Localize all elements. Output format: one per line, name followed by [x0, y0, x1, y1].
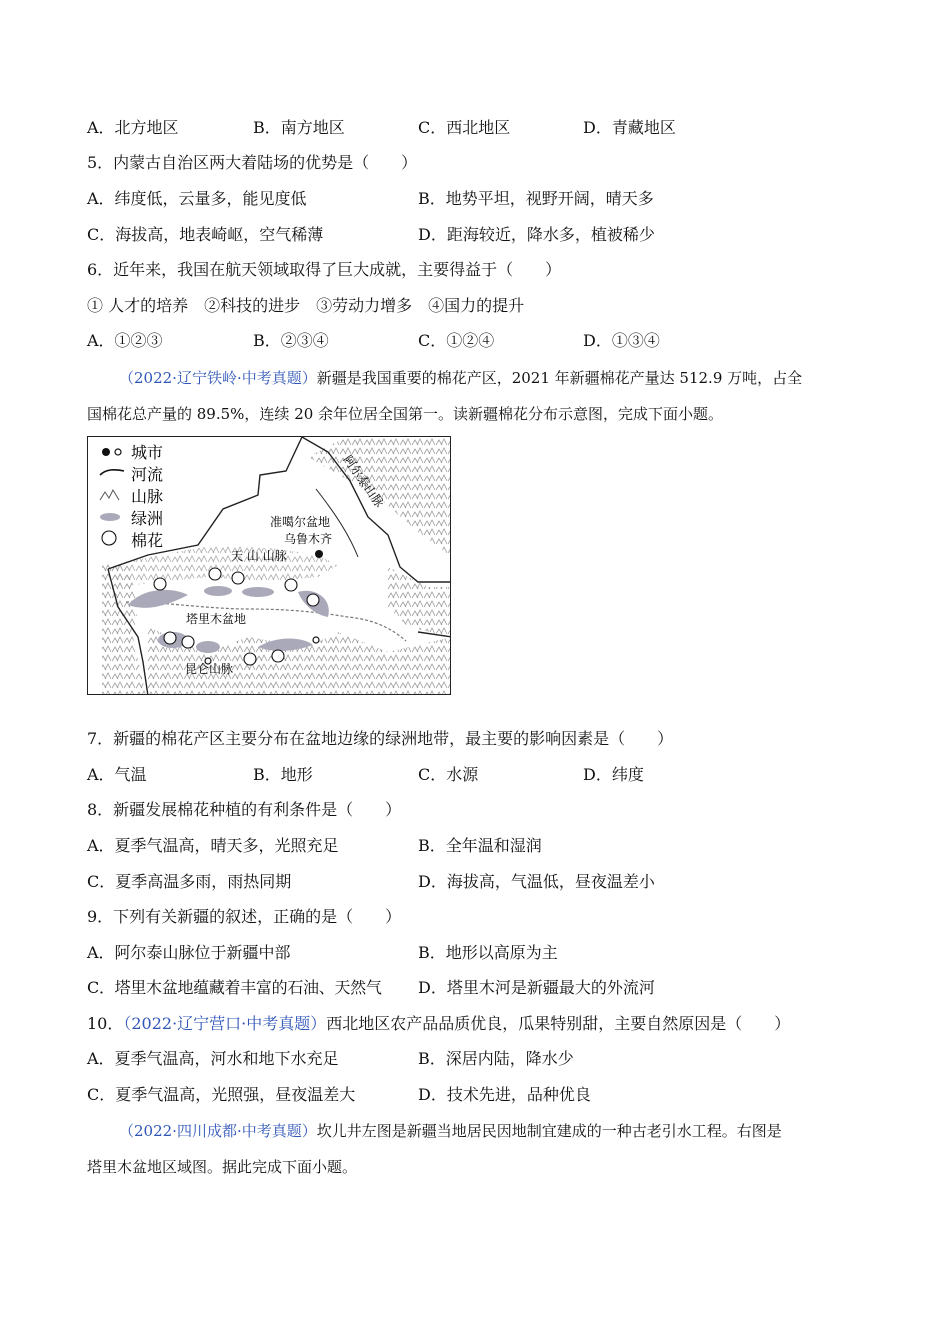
east-mountains	[388, 567, 451, 637]
passage1-text-a: 新疆是我国重要的棉花产区，2021 年新疆棉花产量达 512.9 万吨，占全	[316, 369, 803, 387]
cotton-icon	[182, 636, 194, 648]
q7-option-a[interactable]: A．气温	[87, 765, 147, 784]
oasis-7	[196, 641, 220, 653]
passage2-text-a: 坎儿井左图是新疆当地居民因地制宜建成的一种古老引水工程。右图是	[316, 1122, 782, 1140]
legend-river: 河流	[131, 465, 164, 484]
q9-stem: 9．下列有关新疆的叙述，正确的是（ ）	[87, 907, 402, 926]
q10-source[interactable]: （2022·辽宁营口·中考真题）	[123, 1014, 327, 1033]
q10-option-d[interactable]: D．技术先进，品种优良	[418, 1085, 591, 1104]
q6-option-c[interactable]: C．①②④	[418, 331, 495, 350]
q4-option-a[interactable]: A．北方地区	[87, 118, 179, 137]
oasis-3	[242, 587, 274, 597]
cotton-icon	[285, 579, 297, 591]
oasis-2	[204, 586, 232, 596]
xinjiang-cotton-map	[87, 436, 451, 695]
legend-river-icon	[100, 470, 124, 475]
q4-option-b[interactable]: B．南方地区	[253, 118, 345, 137]
label-tarim: 塔里木盆地	[186, 612, 247, 626]
cotton-icon	[209, 568, 221, 580]
oasis-1	[128, 590, 188, 608]
legend-mountain: 山脉	[131, 487, 164, 506]
tianshan-mountains	[108, 545, 338, 587]
q10-number: 10．	[87, 1014, 124, 1033]
q6-option-d[interactable]: D．①③④	[583, 331, 660, 350]
passage2-line2: 塔里木盆地区域图。据此完成下面小题。	[87, 1158, 358, 1176]
q10-text: 西北地区农产品品质优良，瓜果特别甜，主要自然原因是（ ）	[326, 1014, 791, 1033]
city-urumqi	[315, 550, 323, 558]
q5-option-c[interactable]: C．海拔高，地表崎岖，空气稀薄	[87, 225, 324, 244]
q7-option-b[interactable]: B．地形	[253, 765, 313, 784]
q9-option-d[interactable]: D．塔里木河是新疆最大的外流河	[418, 978, 655, 997]
legend-oasis-icon	[100, 513, 120, 521]
q10-option-a[interactable]: A．夏季气温高，河水和地下水充足	[87, 1049, 339, 1068]
q8-option-b[interactable]: B．全年温和湿润	[418, 836, 542, 855]
q8-option-a[interactable]: A．夏季气温高，晴天多，光照充足	[87, 836, 339, 855]
q10-stem	[87, 1014, 790, 1034]
cotton-icon	[232, 572, 244, 584]
label-junggar: 准噶尔盆地	[270, 515, 331, 529]
map-svg	[88, 437, 451, 695]
q5-option-d[interactable]: D．距海较近，降水多，植被稀少	[418, 225, 655, 244]
q9-option-b[interactable]: B．地形以高原为主	[418, 943, 558, 962]
q8-option-d[interactable]: D．海拔高，气温低，昼夜温差小	[418, 872, 655, 891]
cotton-icon	[154, 578, 166, 590]
passage2-line1	[87, 1121, 857, 1141]
legend-city-dot	[102, 448, 110, 456]
legend-cotton-icon	[102, 531, 116, 545]
cotton-icon	[244, 653, 256, 665]
q9-option-a[interactable]: A．阿尔泰山脉位于新疆中部	[87, 943, 291, 962]
city-east	[313, 637, 319, 643]
q6-stem: 6．近年来，我国在航天领域取得了巨大成就，主要得益于（ ）	[87, 260, 562, 279]
legend-mountain-icon	[100, 490, 119, 500]
legend-city: 城市	[131, 443, 164, 462]
cotton-icon	[164, 632, 176, 644]
q6-items: ① 人才的培养 ②科技的进步 ③劳动力增多 ④国力的提升	[87, 296, 525, 315]
q5-option-b[interactable]: B．地势平坦，视野开阔，晴天多	[418, 189, 654, 208]
q10-option-b[interactable]: B．深居内陆，降水少	[418, 1049, 574, 1068]
q6-option-a[interactable]: A．①②③	[87, 331, 163, 350]
label-kunlun: 昆仑山脉	[185, 662, 234, 676]
map-legend	[100, 443, 163, 550]
passage1-source[interactable]: （2022·辽宁铁岭·中考真题）	[119, 369, 317, 387]
q5-option-a[interactable]: A．纬度低，云量多，能见度低	[87, 189, 307, 208]
q7-option-c[interactable]: C．水源	[418, 765, 479, 784]
q8-option-c[interactable]: C．夏季高温多雨，雨热同期	[87, 872, 292, 891]
legend-cotton: 棉花	[131, 531, 164, 550]
q4-option-c[interactable]: C．西北地区	[418, 118, 511, 137]
cotton-icon	[272, 650, 284, 662]
legend-city-ring	[115, 449, 121, 455]
q7-option-d[interactable]: D．纬度	[583, 765, 644, 784]
label-urumqi: 乌鲁木齐	[284, 532, 333, 546]
q8-stem: 8．新疆发展棉花种植的有利条件是（ ）	[87, 800, 402, 819]
q10-option-c[interactable]: C．夏季气温高，光照强，昼夜温差大	[87, 1085, 356, 1104]
q4-option-d[interactable]: D．青藏地区	[583, 118, 676, 137]
passage2-source[interactable]: （2022·四川成都·中考真题）	[119, 1122, 317, 1140]
cotton-icon	[307, 594, 319, 606]
label-altai: 阿尔泰山脉	[340, 452, 387, 510]
q5-stem: 5．内蒙古自治区两大着陆场的优势是（ ）	[87, 153, 418, 172]
q9-option-c[interactable]: C．塔里木盆地蕴藏着丰富的石油、天然气	[87, 978, 382, 997]
legend-oasis: 绿洲	[131, 509, 164, 528]
passage1-line2: 国棉花总产量的 89.5%，连续 20 余年位居全国第一。读新疆棉花分布示意图，完成下面小题。	[87, 405, 724, 423]
label-tianshan: 天 山 山脉	[231, 549, 287, 563]
south-mountains	[148, 627, 451, 695]
q7-stem: 7．新疆的棉花产区主要分布在盆地边缘的绿洲地带，最主要的影响因素是（ ）	[87, 729, 674, 748]
q6-option-b[interactable]: B．②③④	[253, 331, 329, 350]
passage1-line1	[87, 368, 857, 388]
